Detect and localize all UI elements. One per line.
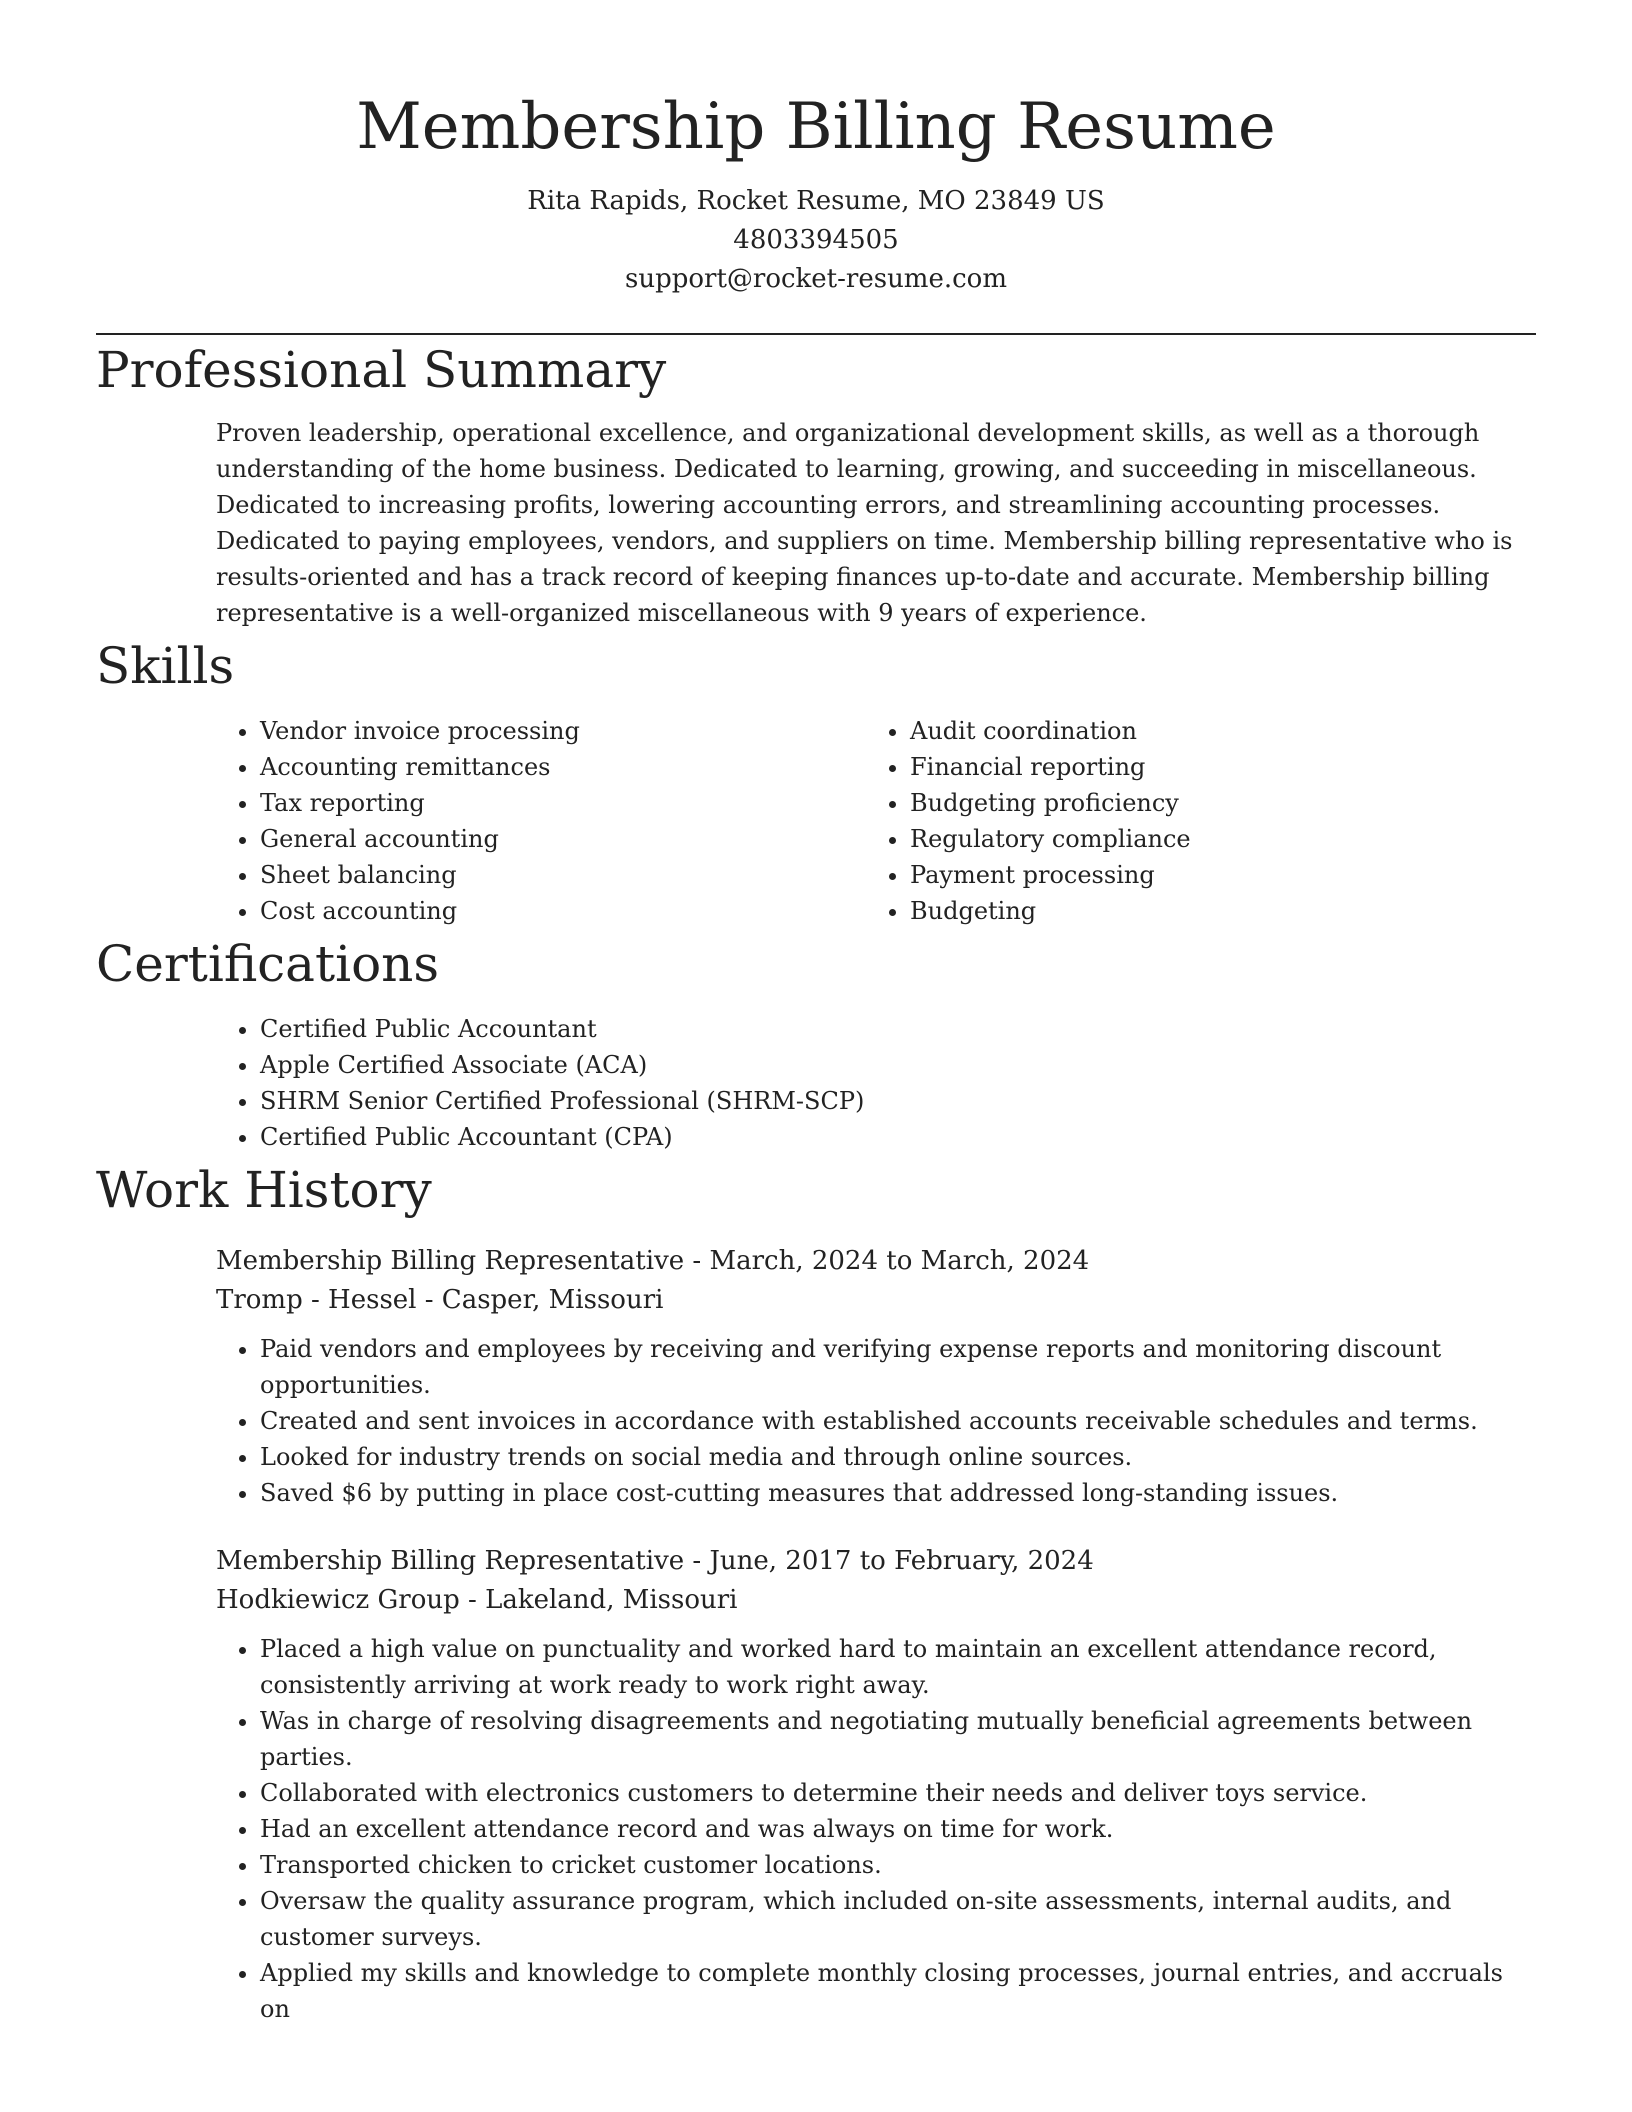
skill-item: • Payment processing <box>910 857 1516 893</box>
job-entry <box>216 1241 1536 1511</box>
skill-item: • Vendor invoice processing <box>260 713 866 749</box>
certification-item: • Apple Certified Associate (ACA) <box>260 1047 1536 1083</box>
contact-phone: 4803394505 <box>733 225 899 255</box>
contact-email: support@rocket-resume.com <box>624 264 1007 294</box>
certifications-heading: Certifications <box>96 935 440 993</box>
job-location: - Casper, Missouri <box>416 1285 664 1315</box>
contact-address: Rita Rapids, Rocket Resume, MO 23849 US <box>527 186 1105 216</box>
skill-item: • Budgeting <box>910 893 1516 929</box>
certification-item: • SHRM Senior Certified Professional (SHRM-SCP) <box>260 1083 1536 1119</box>
job-duty-item: • Saved $6 by putting in place cost-cutting measures that addressed long-standing issues. <box>260 1475 1536 1511</box>
job-duty-item: • Oversaw the quality assurance program, which included on-site assessments, internal audits, and customer surveys. <box>260 1883 1536 1955</box>
skill-item: • Sheet balancing <box>260 857 866 893</box>
job-title-line <box>216 1541 1536 1581</box>
certifications-list-wrap <box>216 1011 1536 1155</box>
resume-header <box>96 0 1536 299</box>
certification-item: • Certified Public Accountant <box>260 1011 1536 1047</box>
job-duties-list <box>216 1331 1536 1511</box>
summary-heading: Professional Summary <box>96 341 667 399</box>
skills-columns <box>216 713 1536 929</box>
skill-item: • Tax reporting <box>260 785 866 821</box>
job-location: - Lakeland, Missouri <box>459 1585 738 1615</box>
skills-heading: Skills <box>96 637 235 695</box>
job-duties-list <box>216 1631 1536 2027</box>
job-title: Membership Billing Representative <box>216 1246 685 1276</box>
job-duty-item: • Created and sent invoices in accordance with established accounts receivable schedules and terms. <box>260 1403 1536 1439</box>
certification-item: • Certified Public Accountant (CPA) <box>260 1119 1536 1155</box>
skill-item: • Cost accounting <box>260 893 866 929</box>
job-duty-item: • Collaborated with electronics customers to determine their needs and deliver toys service. <box>260 1775 1536 1811</box>
skill-item: • Financial reporting <box>910 749 1516 785</box>
job-title-line <box>216 1241 1536 1281</box>
skills-right-list <box>866 713 1516 929</box>
job-dates: - June, 2017 to February, 2024 <box>684 1546 1094 1576</box>
job-duty-item: • Was in charge of resolving disagreements and negotiating mutually beneficial agreements between parties. <box>260 1703 1536 1775</box>
job-dates: - March, 2024 to March, 2024 <box>684 1246 1090 1276</box>
skill-item: • Audit coordination <box>910 713 1516 749</box>
contact-info <box>96 182 1536 299</box>
skill-item: • Budgeting proficiency <box>910 785 1516 821</box>
resume-title: Membership Billing Resume <box>356 90 1276 164</box>
job-entry <box>216 1541 1536 2027</box>
job-duty-item: • Paid vendors and employees by receiving and verifying expense reports and monitoring discount opportunities. <box>260 1331 1536 1403</box>
job-duty-item: • Looked for industry trends on social media and through online sources. <box>260 1439 1536 1475</box>
job-company: Tromp - Hessel <box>216 1285 417 1315</box>
job-duty-item: • Had an excellent attendance record and was always on time for work. <box>260 1811 1536 1847</box>
certifications-list <box>216 1011 1536 1155</box>
skills-left-list <box>216 713 866 929</box>
summary-text: Proven leadership, operational excellence, and organizational development skills, as well as a thorough understanding of the home business. Dedicated to learning, growing, and succeeding in miscellaneous. Dedicated to increasing profits, lowering accounting errors, and streamlining accounting processes. Dedicated to paying employees, vendors, and suppliers on time. Membership billing representative who is results-oriented and has a track record of keeping finances up-to-date and accurate. Membership billing representative is a well-organized miscellaneous with 9 years of experience. <box>216 419 1513 627</box>
skill-item: • General accounting <box>260 821 866 857</box>
job-duty-item: • Placed a high value on punctuality and worked hard to maintain an excellent attendance record, consistently arriving at work ready to work right away. <box>260 1631 1536 1703</box>
job-duty-item: • Transported chicken to cricket customer locations. <box>260 1847 1536 1883</box>
job-duty-item: • Applied my skills and knowledge to complete monthly closing processes, journal entries, and accruals on <box>260 1955 1536 2027</box>
job-company-line <box>216 1581 1536 1619</box>
job-company: Hodkiewicz Group <box>216 1585 460 1615</box>
job-title: Membership Billing Representative <box>216 1546 685 1576</box>
resume-page <box>96 0 1536 2027</box>
job-company-line <box>216 1281 1536 1319</box>
skill-item: • Accounting remittances <box>260 749 866 785</box>
skill-item: • Regulatory compliance <box>910 821 1516 857</box>
work-history-heading: Work History <box>96 1161 432 1219</box>
